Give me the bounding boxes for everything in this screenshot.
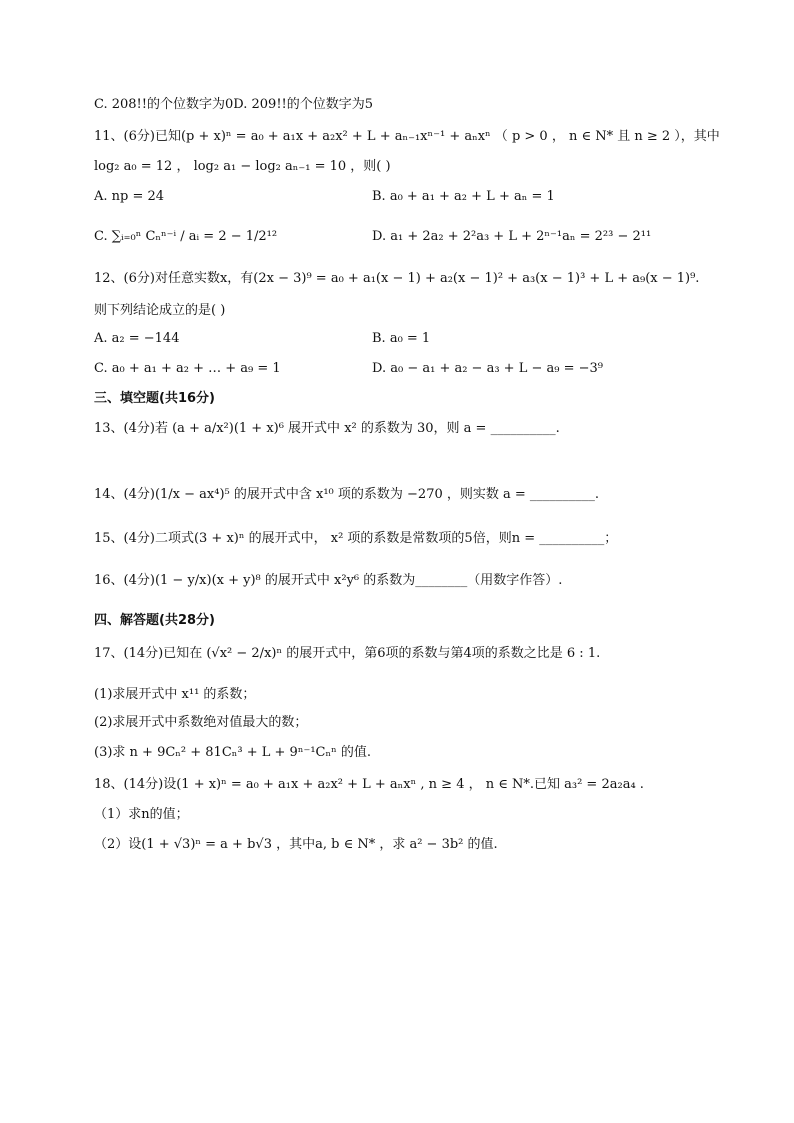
question-17-part-1: (1)求展开式中 x¹¹ 的系数； xyxy=(94,687,256,702)
question-12-option-b: B. a₀ = 1 xyxy=(372,331,431,346)
question-17-part-2: (2)求展开式中系数绝对值最大的数； xyxy=(94,715,308,730)
section-4-heading: 四、解答题(共28分) xyxy=(94,613,215,628)
question-11-option-a: A. np = 24 xyxy=(94,189,165,204)
question-18-part-1: （1）求n的值； xyxy=(94,807,189,822)
question-11-option-c: C. ∑ᵢ₌₀ⁿ Cₙⁿ⁻ⁱ / aᵢ = 2 − 1/2¹² xyxy=(94,229,278,244)
question-17-stem: 17、(14分)已知在 (√x² − 2/x)ⁿ 的展开式中，第6项的系数与第4项的系数之比是 6 : 1. xyxy=(94,646,601,661)
question-12-prompt: 则下列结论成立的是( ) xyxy=(94,303,226,318)
question-18-stem: 18、(14分)设(1 + x)ⁿ = a₀ + a₁x + a₂x² + L + aₙxⁿ , n ≥ 4 ， n ∈ N*.已知 a₃² = 2a₂a₄ . xyxy=(94,777,644,792)
question-18-part-2: （2）设(1 + √3)ⁿ = a + b√3 ，其中a, b ∈ N* ，求 a² − 3b² 的值. xyxy=(94,837,498,852)
question-16: 16、(4分)(1 − y/x)(x + y)⁸ 的展开式中 x²y⁶ 的系数为________（用数字作答）. xyxy=(94,573,563,588)
question-11-option-b: B. a₀ + a₁ + a₂ + L + aₙ = 1 xyxy=(372,189,555,204)
question-14: 14、(4分)(1/x − ax⁴)⁵ 的展开式中含 x¹⁰ 项的系数为 −270 ，则实数 a = __________. xyxy=(94,487,600,502)
question-13: 13、(4分)若 (a + a/x²)(1 + x)⁶ 展开式中 x² 的系数为 30，则 a = __________. xyxy=(94,421,560,436)
question-12-stem: 12、(6分)对任意实数x，有(2x − 3)⁹ = a₀ + a₁(x − 1) + a₂(x − 1)² + a₃(x − 1)³ + L + a₉(x − 1)⁹. xyxy=(94,271,700,286)
question-17-part-3: (3)求 n + 9Cₙ² + 81Cₙ³ + L + 9ⁿ⁻¹Cₙⁿ 的值. xyxy=(94,745,371,760)
question-12-option-a: A. a₂ = −144 xyxy=(94,331,180,346)
question-15: 15、(4分)二项式(3 + x)ⁿ 的展开式中， x² 项的系数是常数项的5倍，则n = __________； xyxy=(94,531,618,546)
section-3-heading: 三、填空题(共16分) xyxy=(94,391,215,406)
question-11-option-d: D. a₁ + 2a₂ + 2²a₃ + L + 2ⁿ⁻¹aₙ = 2²³ − 2¹¹ xyxy=(372,229,652,244)
question-12-option-c: C. a₀ + a₁ + a₂ + … + a₉ = 1 xyxy=(94,361,281,376)
option-c-d-line: C. 208!!的个位数字为0D. 209!!的个位数字为5 xyxy=(94,97,374,112)
question-11-condition: log₂ a₀ = 12 ， log₂ a₁ − log₂ aₙ₋₁ = 10 ，则( ) xyxy=(94,159,391,174)
question-12-option-d: D. a₀ − a₁ + a₂ − a₃ + L − a₉ = −3⁹ xyxy=(372,361,603,376)
question-11-stem: 11、(6分)已知(p + x)ⁿ = a₀ + a₁x + a₂x² + L + aₙ₋₁xⁿ⁻¹ + aₙxⁿ （ p > 0 ， n ∈ N* 且 n ≥ 2 ），其中 xyxy=(94,129,720,144)
